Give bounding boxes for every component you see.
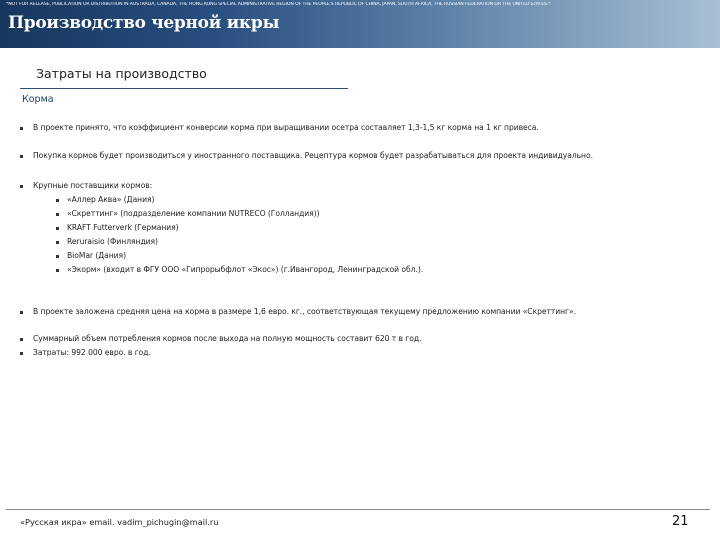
supplier-item: «Аллер Аква» (Дания) — [67, 195, 155, 204]
page-number: 21 — [672, 514, 689, 529]
sub-bullet-marker — [56, 269, 59, 272]
bullet-text: В проекте принято, что коэффициент конверсии корма при выращивании осетра составляет 1,3-1,5 кг корма на 1 кг привеса. — [33, 123, 539, 132]
supplier-item: Reruraisio (Финляндия) — [67, 237, 158, 246]
bullet-marker — [20, 311, 23, 314]
bullet-text: В проекте заложена средняя цена на корма в размере 1,6 евро. кг., соответствующая текущему предложению компании «Скреттинг». — [33, 307, 576, 316]
footer-divider — [6, 509, 710, 510]
sub-bullet-marker — [56, 241, 59, 244]
subsection-title: Корма — [22, 94, 54, 105]
disclaimer-text: *NOT FOR RELEASE, PUBLICATION OR DISTRIBUTION IN AUSTRALIA, CANADA, THE HONG KONG SPECIAL ADMINISTRATIVE REGION OF THE PEOPLE'S REPUBLIC OF CHINA, JAPAN, SOUTH AFRICA, THE RUSSIAN FEDERATION OR THE UNITED STATES.* — [6, 2, 551, 7]
sub-bullet-marker — [56, 227, 59, 230]
sub-bullet-marker — [56, 213, 59, 216]
supplier-item: «Скреттинг» (подразделение компании NUTRECO (Голландия)) — [67, 209, 320, 218]
bullet-text: Крупные поставщики кормов: — [33, 181, 153, 190]
sub-bullet-marker — [56, 199, 59, 202]
bullet-marker — [20, 185, 23, 188]
bullet-marker — [20, 352, 23, 355]
sub-bullet-marker — [56, 255, 59, 258]
supplier-item: «Экорм» (входит в ФГУ ООО «Гипрорыбфлот «Экос») (г.Ивангород, Ленинградской обл.). — [67, 265, 424, 274]
footer-contact: «Русская икра» email. vadim_pichugin@mail.ru — [20, 517, 219, 527]
section-title: Затраты на производство — [36, 66, 207, 81]
page-title: Производство черной икры — [8, 13, 280, 33]
bullet-text: Покупка кормов будет производиться у иностранного поставщика. Рецептура кормов будет разрабатываться для проекта индивидуально. — [33, 151, 593, 160]
bullet-text: Затраты: 992 000 евро. в год. — [33, 348, 151, 357]
supplier-item: BioMar (Дания) — [67, 251, 126, 260]
bullet-text: Суммарный объем потребления кормов после выхода на полную мощность составит 620 т в год. — [33, 334, 422, 343]
bullet-marker — [20, 155, 23, 158]
supplier-item: KRAFT Futterverk (Германия) — [67, 223, 179, 232]
bullet-marker — [20, 127, 23, 130]
bullet-marker — [20, 338, 23, 341]
